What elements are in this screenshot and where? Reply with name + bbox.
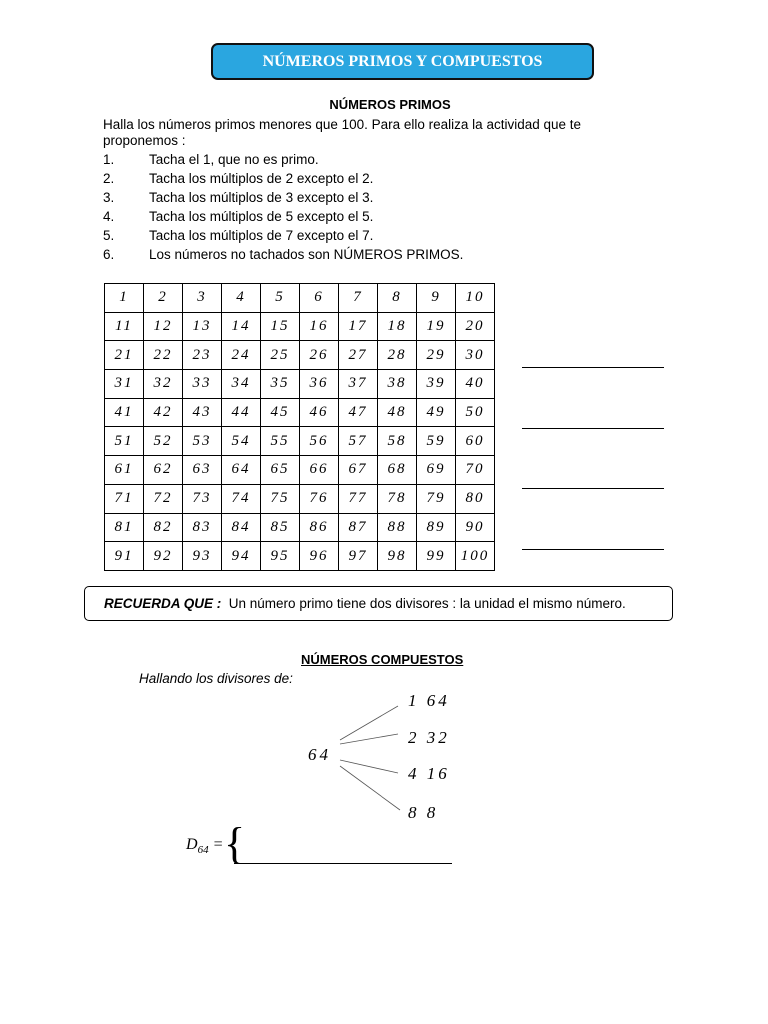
step-text: Los números no tachados son NÚMEROS PRIMOS. <box>149 247 464 262</box>
grid-cell: 21 <box>105 341 144 370</box>
recuerda-label: RECUERDA QUE : <box>104 596 222 611</box>
grid-cell: 74 <box>222 484 261 513</box>
step-item <box>103 150 463 169</box>
grid-row <box>105 484 495 513</box>
grid-cell: 95 <box>261 542 300 571</box>
grid-cell: 99 <box>417 542 456 571</box>
grid-row <box>105 513 495 542</box>
answer-line <box>522 428 664 429</box>
grid-cell: 88 <box>378 513 417 542</box>
grid-cell: 82 <box>144 513 183 542</box>
grid-cell: 55 <box>261 427 300 456</box>
grid-cell: 70 <box>456 456 495 485</box>
divisor-tree <box>300 688 500 828</box>
grid-row <box>105 284 495 313</box>
grid-cell: 52 <box>144 427 183 456</box>
step-item <box>103 207 463 226</box>
step-item <box>103 188 463 207</box>
grid-cell: 17 <box>339 312 378 341</box>
grid-cell: 72 <box>144 484 183 513</box>
grid-cell: 43 <box>183 398 222 427</box>
grid-cell: 83 <box>183 513 222 542</box>
grid-cell: 40 <box>456 370 495 399</box>
step-number: 4. <box>103 209 115 224</box>
grid-cell: 75 <box>261 484 300 513</box>
grid-cell: 93 <box>183 542 222 571</box>
grid-cell: 79 <box>417 484 456 513</box>
grid-cell: 92 <box>144 542 183 571</box>
grid-cell: 31 <box>105 370 144 399</box>
grid-cell: 85 <box>261 513 300 542</box>
grid-cell: 38 <box>378 370 417 399</box>
answer-line <box>522 549 664 550</box>
set-subscript: 64 <box>197 844 209 857</box>
grid-cell: 46 <box>300 398 339 427</box>
grid-cell: 2 <box>144 284 183 313</box>
grid-cell: 19 <box>417 312 456 341</box>
divisor-pair: 8 8 <box>408 803 439 822</box>
grid-cell: 11 <box>105 312 144 341</box>
grid-cell: 22 <box>144 341 183 370</box>
step-number: 5. <box>103 228 115 243</box>
step-item <box>103 226 463 245</box>
grid-cell: 16 <box>300 312 339 341</box>
grid-cell: 42 <box>144 398 183 427</box>
grid-cell: 91 <box>105 542 144 571</box>
grid-cell: 48 <box>378 398 417 427</box>
grid-cell: 69 <box>417 456 456 485</box>
grid-cell: 67 <box>339 456 378 485</box>
grid-cell: 100 <box>456 542 495 571</box>
grid-cell: 51 <box>105 427 144 456</box>
grid-cell: 62 <box>144 456 183 485</box>
grid-cell: 86 <box>300 513 339 542</box>
divisor-pair: 1 64 <box>408 691 450 710</box>
tree-branch <box>340 734 398 744</box>
divisor-set-label <box>186 836 223 856</box>
grid-cell: 77 <box>339 484 378 513</box>
grid-cell: 50 <box>456 398 495 427</box>
grid-cell: 14 <box>222 312 261 341</box>
grid-row <box>105 370 495 399</box>
grid-cell: 59 <box>417 427 456 456</box>
grid-cell: 30 <box>456 341 495 370</box>
grid-cell: 49 <box>417 398 456 427</box>
page-title: NÚMEROS PRIMOS Y COMPUESTOS <box>262 53 543 70</box>
grid-row <box>105 542 495 571</box>
grid-cell: 13 <box>183 312 222 341</box>
grid-cell: 18 <box>378 312 417 341</box>
primes-heading: NÚMEROS PRIMOS <box>329 97 451 112</box>
grid-cell: 36 <box>300 370 339 399</box>
grid-cell: 60 <box>456 427 495 456</box>
set-equals: = <box>212 836 224 853</box>
step-number: 1. <box>103 152 115 167</box>
composites-heading: NÚMEROS COMPUESTOS <box>301 652 464 667</box>
grid-cell: 58 <box>378 427 417 456</box>
grid-cell: 4 <box>222 284 261 313</box>
grid-cell: 71 <box>105 484 144 513</box>
grid-cell: 90 <box>456 513 495 542</box>
steps-list <box>103 150 463 264</box>
step-text: Tacha el 1, que no es primo. <box>149 152 319 167</box>
grid-cell: 97 <box>339 542 378 571</box>
step-number: 3. <box>103 190 115 205</box>
recuerda-box <box>84 586 673 621</box>
answer-line <box>522 488 664 489</box>
grid-cell: 98 <box>378 542 417 571</box>
primes-intro: Halla los números primos menores que 100. Para ello realiza la actividad que te proponemos : <box>103 117 582 148</box>
step-text: Tacha los múltiplos de 2 excepto el 2. <box>149 171 374 186</box>
grid-cell: 33 <box>183 370 222 399</box>
step-item <box>103 169 463 188</box>
grid-cell: 39 <box>417 370 456 399</box>
grid-cell: 9 <box>417 284 456 313</box>
grid-cell: 12 <box>144 312 183 341</box>
grid-cell: 32 <box>144 370 183 399</box>
composites-intro: Hallando los divisores de: <box>139 671 293 686</box>
grid-row <box>105 427 495 456</box>
recuerda-text: Un número primo tiene dos divisores : la unidad el mismo número. <box>228 596 626 611</box>
grid-cell: 54 <box>222 427 261 456</box>
step-text: Tacha los múltiplos de 7 excepto el 7. <box>149 228 374 243</box>
step-number: 2. <box>103 171 115 186</box>
grid-cell: 7 <box>339 284 378 313</box>
grid-row <box>105 398 495 427</box>
brace-icon: { <box>224 819 246 868</box>
grid-cell: 61 <box>105 456 144 485</box>
number-grid <box>104 283 495 571</box>
grid-cell: 34 <box>222 370 261 399</box>
tree-branch <box>340 706 398 740</box>
step-item <box>103 245 463 264</box>
grid-cell: 35 <box>261 370 300 399</box>
grid-cell: 20 <box>456 312 495 341</box>
grid-cell: 84 <box>222 513 261 542</box>
divisor-pair: 4 16 <box>408 764 450 783</box>
grid-cell: 1 <box>105 284 144 313</box>
grid-cell: 28 <box>378 341 417 370</box>
grid-cell: 66 <box>300 456 339 485</box>
set-letter: D <box>186 836 198 853</box>
grid-row <box>105 456 495 485</box>
grid-cell: 94 <box>222 542 261 571</box>
tree-root-number: 64 <box>308 745 331 764</box>
grid-cell: 29 <box>417 341 456 370</box>
grid-cell: 44 <box>222 398 261 427</box>
grid-cell: 64 <box>222 456 261 485</box>
grid-cell: 45 <box>261 398 300 427</box>
step-text: Tacha los múltiplos de 3 excepto el 3. <box>149 190 374 205</box>
grid-cell: 25 <box>261 341 300 370</box>
grid-cell: 5 <box>261 284 300 313</box>
grid-cell: 89 <box>417 513 456 542</box>
grid-cell: 65 <box>261 456 300 485</box>
grid-cell: 41 <box>105 398 144 427</box>
grid-cell: 56 <box>300 427 339 456</box>
tree-branch <box>340 760 398 773</box>
answer-line <box>522 367 664 368</box>
page-title-banner <box>211 43 594 80</box>
grid-cell: 57 <box>339 427 378 456</box>
grid-cell: 37 <box>339 370 378 399</box>
grid-row <box>105 312 495 341</box>
grid-cell: 15 <box>261 312 300 341</box>
step-text: Tacha los múltiplos de 5 excepto el 5. <box>149 209 374 224</box>
grid-row <box>105 341 495 370</box>
step-number: 6. <box>103 247 115 262</box>
grid-cell: 24 <box>222 341 261 370</box>
grid-cell: 23 <box>183 341 222 370</box>
grid-cell: 8 <box>378 284 417 313</box>
grid-cell: 73 <box>183 484 222 513</box>
grid-cell: 76 <box>300 484 339 513</box>
grid-cell: 53 <box>183 427 222 456</box>
grid-cell: 26 <box>300 341 339 370</box>
grid-cell: 27 <box>339 341 378 370</box>
grid-cell: 87 <box>339 513 378 542</box>
grid-cell: 78 <box>378 484 417 513</box>
grid-cell: 47 <box>339 398 378 427</box>
grid-cell: 3 <box>183 284 222 313</box>
divisor-answer-line <box>234 863 452 864</box>
grid-cell: 63 <box>183 456 222 485</box>
grid-cell: 96 <box>300 542 339 571</box>
grid-cell: 10 <box>456 284 495 313</box>
tree-branch <box>340 766 400 810</box>
grid-cell: 6 <box>300 284 339 313</box>
divisor-pair: 2 32 <box>408 728 450 747</box>
grid-cell: 68 <box>378 456 417 485</box>
grid-cell: 81 <box>105 513 144 542</box>
grid-cell: 80 <box>456 484 495 513</box>
